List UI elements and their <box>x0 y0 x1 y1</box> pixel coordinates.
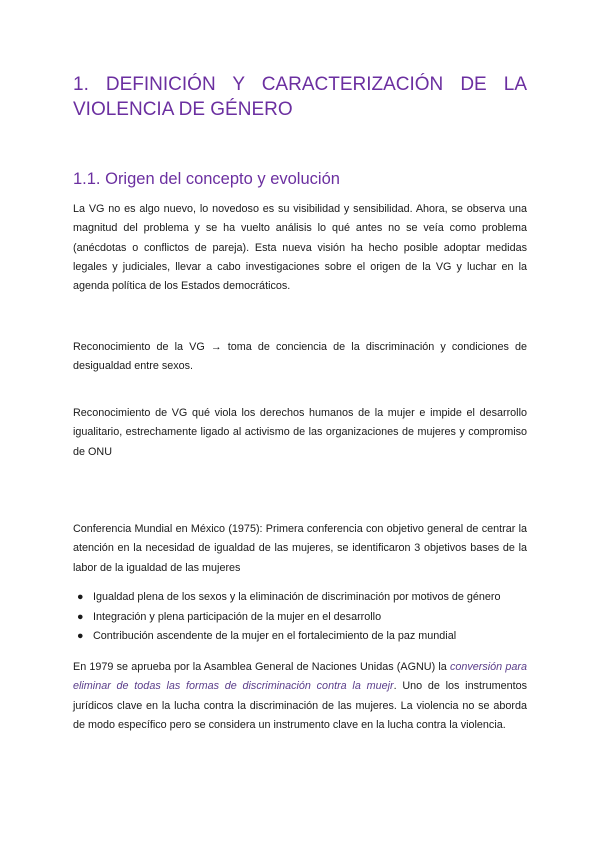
objectives-list <box>73 588 527 647</box>
closing-text-start: En 1979 se aprueba por la Asamblea General de Naciones Unidas (AGNU) la <box>73 661 450 673</box>
paragraph-human-rights: Reconocimiento de VG qué viola los derechos humanos de la mujer e impide el desarrollo igualitario, estrechamente ligado al activismo de las organizaciones de mujeres y compromiso de ONU <box>73 407 527 458</box>
closing-text-end: . Uno de los instrumentos jurídicos clave en la lucha contra la discriminación de las mujeres. La violencia no se aborda de modo específico pero se considera un instrumento clave en la lucha contra la violencia. <box>73 680 527 731</box>
convention-title: conversión para eliminar de todas las formas de discriminación contra la muejr <box>73 661 527 693</box>
list-item <box>73 588 527 608</box>
subsection-heading: 1.1. Origen del concepto y evolución <box>73 170 340 188</box>
bullet-icon: ● <box>77 591 84 603</box>
list-item-text: Igualdad plena de los sexos y la eliminación de discriminación por motivos de género <box>93 591 501 603</box>
bullet-icon: ● <box>77 610 84 623</box>
paragraph-mexico-conference: Conferencia Mundial en México (1975): Primera conferencia con objetivo general de centrar la atención en la necesidad de igualdad de las mujeres, se identificaron 3 objetivos bases de la labor de la igualdad de las mujeres <box>73 523 527 574</box>
list-item-text: Integración y plena participación de la mujer en el desarrollo <box>93 610 382 623</box>
paragraph-recognition: Reconocimiento de la VG → toma de conciencia de la discriminación y condiciones de desigualdad entre sexos. <box>73 341 527 373</box>
section-heading: 1. DEFINICIÓN Y CARACTERIZACIÓN DE LA VIOLENCIA DE GÉNERO <box>73 74 527 120</box>
list-item <box>73 627 527 647</box>
list-item-text: Contribución ascendente de la mujer en el fortalecimiento de la paz mundial <box>93 630 457 642</box>
list-item <box>73 608 527 628</box>
bullet-icon: ● <box>77 630 84 642</box>
paragraph-visibility: La VG no es algo nuevo, lo novedoso es su visibilidad y sensibilidad. Ahora, se observa una magnitud del problema y se ha vuelto análisis lo qué antes no se veía como problema (anécdotas o conflictos de pareja). Esta nueva visión ha hecho posible adoptar medidas legales y judiciales, llevar a cabo investigaciones sobre el origen de la VG y luchar en la agenda política de los Estados democráticos. <box>73 203 527 293</box>
paragraph-agnu-1979 <box>73 658 527 735</box>
